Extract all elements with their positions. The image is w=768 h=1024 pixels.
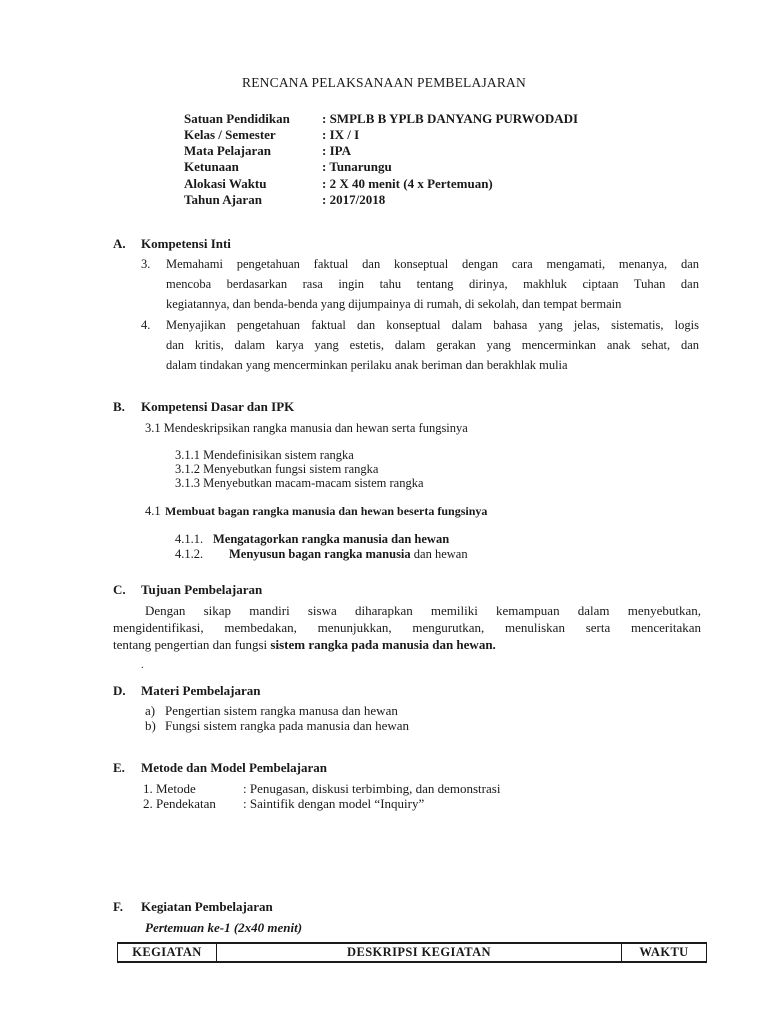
info-value: : 2 X 40 menit (4 x Pertemuan): [322, 176, 493, 191]
info-value: : Tunarungu: [322, 159, 392, 174]
section-a-title: Kompetensi Inti: [141, 236, 231, 251]
method-value: : Saintifik dengan model “Inquiry”: [243, 796, 425, 811]
section-f-letter: F.: [113, 899, 123, 914]
info-label: Mata Pelajaran: [184, 143, 272, 158]
ipk-item: 3.1.3 Menyebutkan macam-macam sistem rangka: [175, 476, 424, 490]
paragraph-line: mengidentifikasi, membedakan, menunjukkan, mengurutkan, menuliskan serta menceritakan: [113, 620, 701, 635]
info-label: Tahun Ajaran: [184, 192, 262, 207]
table-header-row: [118, 943, 707, 962]
ipk-number: 4.1.1.: [175, 532, 204, 546]
section-b-letter: B.: [113, 399, 125, 414]
section-d-letter: D.: [113, 683, 126, 698]
list-marker: b): [145, 718, 156, 733]
activity-table: [117, 942, 707, 963]
table-header-kegiatan: KEGIATAN: [118, 943, 217, 962]
list-item: Pengertian sistem rangka manusa dan hewan: [165, 703, 398, 718]
stray-dot: .: [141, 660, 144, 671]
info-label: Kelas / Semester: [184, 127, 276, 142]
section-a-letter: A.: [113, 236, 126, 251]
ipk-item: 3.1.2 Menyebutkan fungsi sistem rangka: [175, 462, 379, 476]
paragraph-line: kegiatannya, dan benda-benda yang dijumpainya di rumah, di sekolah, dan tempat bermain: [166, 297, 622, 311]
ipk-item: [229, 547, 468, 562]
list-number: 3.: [141, 257, 151, 271]
method-value: : Penugasan, diskusi terbimbing, dan demonstrasi: [243, 781, 501, 796]
section-e-title: Metode dan Model Pembelajaran: [141, 760, 327, 775]
info-label: Alokasi Waktu: [184, 176, 267, 191]
paragraph-line: Memahami pengetahuan faktual dan konseptual dengan cara mengamati, menanya, dan: [166, 257, 699, 271]
paragraph-line: mencoba berdasarkan rasa ingin tahu tentang dirinya, makhluk ciptaan Tuhan dan: [166, 277, 699, 291]
list-item: Fungsi sistem rangka pada manusia dan hewan: [165, 718, 410, 733]
kd-number: 4.1: [145, 504, 161, 518]
section-b-title: Kompetensi Dasar dan IPK: [141, 399, 295, 414]
section-c-letter: C.: [113, 582, 126, 597]
section-f-title: Kegiatan Pembelajaran: [141, 899, 273, 914]
paragraph-line: Menyajikan pengetahuan faktual dan konseptual dalam bahasa yang jelas, sistematis, logis: [166, 318, 699, 332]
document-title: RENCANA PELAKSANAAN PEMBELAJARAN: [242, 75, 526, 90]
paragraph-line: [113, 637, 496, 653]
info-value: : 2017/2018: [322, 192, 386, 207]
ipk-item-normal: dan hewan: [410, 547, 468, 561]
ipk-item: Mengatagorkan rangka manusia dan hewan: [213, 532, 450, 546]
list-number: 4.: [141, 318, 151, 332]
paragraph-text: tentang pengertian dan fungsi: [113, 637, 271, 652]
section-c-title: Tujuan Pembelajaran: [141, 582, 263, 597]
section-d-title: Materi Pembelajaran: [141, 683, 261, 698]
info-value: : IPA: [322, 143, 352, 158]
info-value: : IX / I: [322, 127, 360, 142]
info-label: Satuan Pendidikan: [184, 111, 290, 126]
section-e-letter: E.: [113, 760, 125, 775]
meeting-label: Pertemuan ke-1 (2x40 menit): [145, 920, 303, 935]
ipk-item-bold: Menyusun bagan rangka manusia: [229, 547, 411, 561]
ipk-item: 3.1.1 Mendefinisikan sistem rangka: [175, 448, 354, 462]
paragraph-line: Dengan sikap mandiri siswa diharapkan memiliki kemampuan dalam menyebutkan,: [145, 603, 701, 618]
info-value: : SMPLB B YPLB DANYANG PURWODADI: [322, 111, 579, 126]
table-header-deskripsi: DESKRIPSI KEGIATAN: [217, 943, 622, 962]
method-label: 2. Pendekatan: [143, 796, 216, 811]
paragraph-line: dalam tindakan yang mencerminkan perilaku anak beriman dan berakhlak mulia: [166, 358, 568, 372]
kd-item: Membuat bagan rangka manusia dan hewan beserta fungsinya: [165, 504, 488, 518]
info-label: Ketunaan: [184, 159, 239, 174]
ipk-number: 4.1.2.: [175, 547, 204, 561]
paragraph-line: dan kritis, dalam karya yang estetis, dalam gerakan yang mencerminkan anak sehat, dan: [166, 338, 699, 352]
kd-item: 3.1 Mendeskripsikan rangka manusia dan hewan serta fungsinya: [145, 421, 468, 435]
table-header-waktu: WAKTU: [622, 943, 707, 962]
list-marker: a): [145, 703, 156, 718]
paragraph-text-bold: sistem rangka pada manusia dan hewan.: [270, 637, 496, 652]
method-label: 1. Metode: [143, 781, 196, 796]
